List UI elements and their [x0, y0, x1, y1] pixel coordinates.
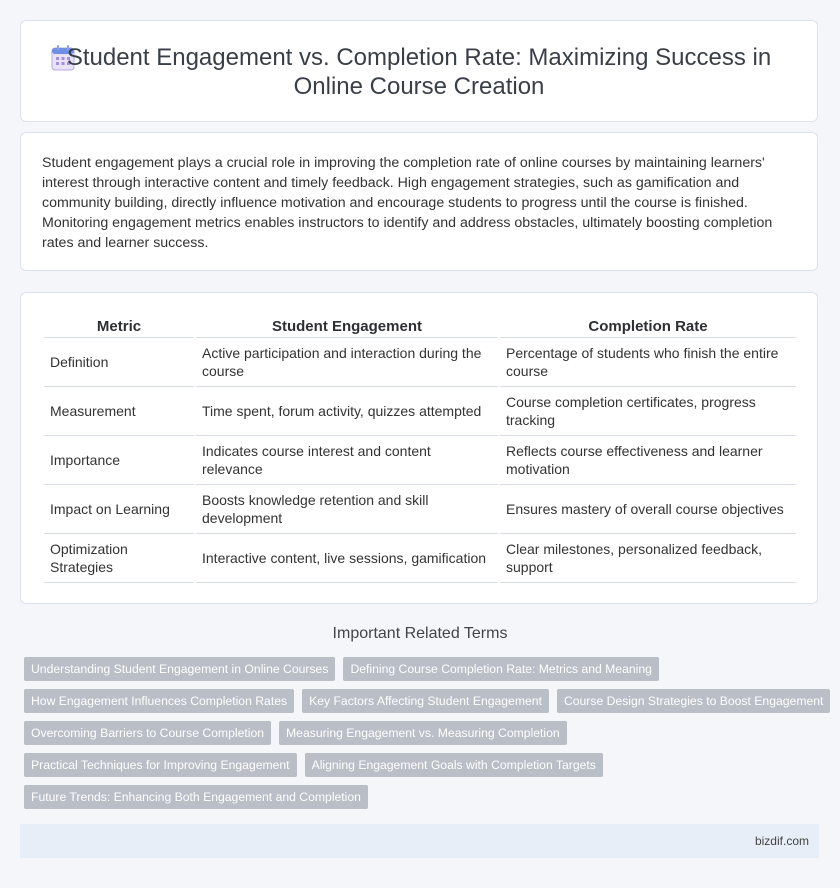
related-term-tag[interactable]: Overcoming Barriers to Course Completion: [24, 721, 271, 745]
table-cell: Impact on Learning: [44, 485, 194, 534]
table-row: [44, 485, 796, 534]
column-header-metric: Metric: [44, 315, 194, 338]
related-term-tag[interactable]: How Engagement Influences Completion Rates: [24, 689, 294, 713]
footer-site-link[interactable]: bizdif.com: [754, 834, 809, 848]
header-card: [20, 20, 818, 122]
table-cell: Importance: [44, 436, 194, 485]
table-cell: Clear milestones, personalized feedback, support: [500, 534, 796, 583]
table-header-row: [44, 315, 796, 338]
related-term-tag[interactable]: Course Design Strategies to Boost Engagement: [557, 689, 830, 713]
column-header-completion: Completion Rate: [500, 315, 796, 338]
table-cell: Course completion certificates, progress tracking: [500, 387, 796, 436]
table-cell: Indicates course interest and content relevance: [196, 436, 498, 485]
table-cell: Reflects course effectiveness and learner motivation: [500, 436, 796, 485]
related-term-tag[interactable]: Key Factors Affecting Student Engagement: [302, 689, 549, 713]
table-row: [44, 387, 796, 436]
table-cell: Definition: [44, 338, 194, 387]
related-term-tag[interactable]: Practical Techniques for Improving Engagement: [24, 753, 297, 777]
page-title: Student Engagement vs. Completion Rate: Maximizing Success in Online Course Creation: [66, 44, 772, 100]
related-terms-heading: Important Related Terms: [332, 625, 508, 642]
table-cell: Time spent, forum activity, quizzes attempted: [196, 387, 498, 436]
related-terms-list: [24, 657, 824, 817]
table-row: [44, 534, 796, 583]
intro-card: [20, 132, 818, 271]
table-cell: Interactive content, live sessions, gamification: [196, 534, 498, 583]
table-cell: Active participation and interaction during the course: [196, 338, 498, 387]
related-term-tag[interactable]: Defining Course Completion Rate: Metrics and Meaning: [343, 657, 658, 681]
table-cell: Ensures mastery of overall course objectives: [500, 485, 796, 534]
comparison-table: [42, 315, 798, 583]
related-term-tag[interactable]: Understanding Student Engagement in Online Courses: [24, 657, 335, 681]
table-cell: Measurement: [44, 387, 194, 436]
intro-paragraph: Student engagement plays a crucial role in improving the completion rate of online courses by maintaining learners' interest through interactive content and timely feedback. High engagement strategies, such as gamification and community building, directly influence motivation and encourage students to progress until the course is finished. Monitoring engagement metrics enables instructors to identify and address obstacles, ultimately boosting completion rates and learner success.: [42, 155, 773, 251]
related-term-tag[interactable]: Measuring Engagement vs. Measuring Completion: [279, 721, 567, 745]
table-cell: Optimization Strategies: [44, 534, 194, 583]
comparison-table-card: [20, 292, 818, 604]
table-cell: Boosts knowledge retention and skill development: [196, 485, 498, 534]
table-cell: Percentage of students who finish the entire course: [500, 338, 796, 387]
table-row: [44, 436, 796, 485]
table-row: [44, 338, 796, 387]
footer: [20, 824, 819, 858]
related-term-tag[interactable]: Aligning Engagement Goals with Completion Targets: [305, 753, 603, 777]
related-term-tag[interactable]: Future Trends: Enhancing Both Engagement and Completion: [24, 785, 368, 809]
column-header-engagement: Student Engagement: [196, 315, 498, 338]
